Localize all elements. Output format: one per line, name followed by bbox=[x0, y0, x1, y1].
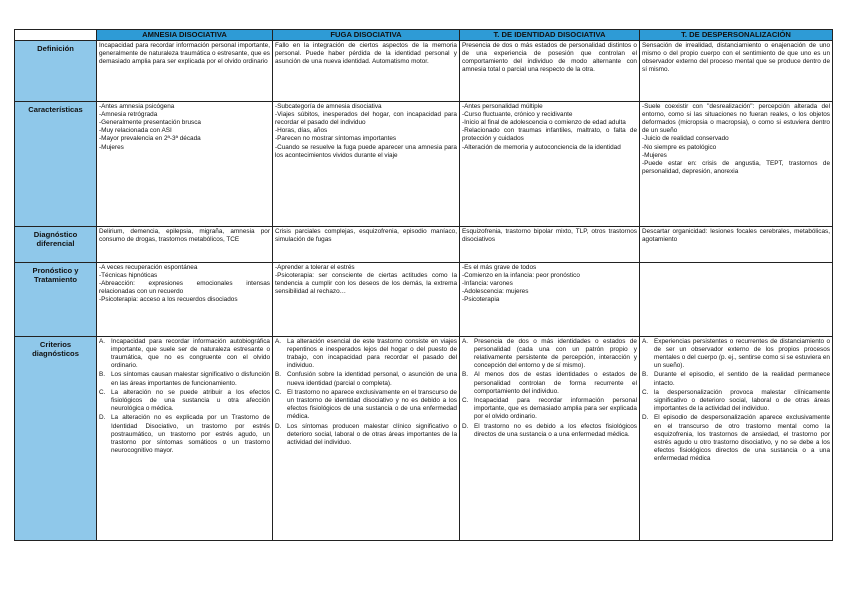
corner-cell bbox=[15, 30, 97, 41]
criteria-item bbox=[462, 423, 637, 439]
cell-definicion-amnesia bbox=[97, 40, 273, 101]
cell-line: -Antes amnesia psicógena bbox=[99, 102, 175, 110]
criteria-text: Confusión sobre la identidad personal, o asunción de una nueva identidad (parcial o completa). bbox=[287, 371, 457, 387]
cell-line: -Es el más grave de todos bbox=[462, 263, 537, 271]
cell-line: -Aprender a tolerar el estrés bbox=[275, 263, 355, 271]
column-header-amnesia: AMNESIA DISOCIATIVA bbox=[97, 30, 273, 41]
cell-criterios-identidad bbox=[460, 336, 640, 540]
criteria-item bbox=[99, 389, 270, 414]
criteria-list bbox=[462, 338, 637, 439]
criteria-marker: D. bbox=[275, 422, 282, 430]
criteria-marker: C. bbox=[99, 388, 106, 396]
row-header-caracteristicas: Características bbox=[15, 101, 97, 226]
criteria-marker: B. bbox=[462, 371, 469, 379]
row-header-pronostico-tratamiento: Pronóstico y Tratamiento bbox=[15, 262, 97, 336]
cell-caracteristicas-amnesia bbox=[97, 101, 273, 226]
cell-line: Presencia de dos o más estados de personalidad distintos o de una experiencia de posesión que controlan el comportamiento del individuo de modo alternante con amnesia total o parcial una respecto de la otra. bbox=[462, 41, 637, 74]
cell-line: -Adolescencia: mujeres bbox=[462, 288, 529, 296]
column-header-despersonalizacion: T. DE DESPERSONALIZACIÓN bbox=[640, 30, 833, 41]
criteria-item bbox=[642, 371, 830, 387]
cell-line: -Mujeres bbox=[99, 143, 124, 151]
cell-line: -Parecen no mostrar síntomas importantes bbox=[275, 135, 397, 143]
row-header-diagnostico-diferencial: Diagnóstico diferencial bbox=[15, 226, 97, 262]
cell-line: -A veces recuperación espontánea bbox=[99, 263, 198, 271]
criteria-marker: A. bbox=[642, 337, 649, 345]
comparison-table-sheet bbox=[14, 29, 833, 541]
cell-line: -Amnesia retrógrada bbox=[99, 110, 158, 118]
cell-definicion-fuga bbox=[273, 40, 460, 101]
row-header-criterios-diagnosticos: Criterios diagnósticos bbox=[15, 336, 97, 540]
cell-line: -Subcategoría de amnesia disociativa bbox=[275, 102, 382, 110]
row-criterios-diagnosticos bbox=[15, 336, 833, 540]
cell-line: -Antes personalidad múltiple bbox=[462, 102, 543, 110]
cell-diagnostico-despersonalizacion bbox=[640, 226, 833, 262]
cell-line: -Inicio al final de adolescencia o comienzo de edad adulta bbox=[462, 119, 626, 127]
cell-line: -Mujeres bbox=[642, 151, 667, 159]
cell-line: -Abreacción: expresiones emocionales intensas relacionadas con un recuerdo bbox=[99, 280, 270, 296]
criteria-item bbox=[275, 371, 457, 387]
cell-line: -Alteración de memoria y autoconciencia de la identidad bbox=[462, 143, 621, 151]
cell-line: -Puede estar en: crisis de angustia, TEPT, trastornos de personalidad, depresión, anorexia bbox=[642, 160, 830, 176]
cell-criterios-despersonalizacion bbox=[640, 336, 833, 540]
cell-pronostico-amnesia bbox=[97, 262, 273, 336]
criteria-text: Al menos dos de estas identidades o estados de personalidad controlan de forma recurrente el comportamiento del individuo. bbox=[474, 371, 637, 395]
criteria-item bbox=[642, 414, 830, 463]
cell-criterios-fuga bbox=[273, 336, 460, 540]
cell-line: -Infancia: varones bbox=[462, 280, 513, 288]
criteria-text: Los síntomas producen malestar clínico significativo o deterioro social, laboral o de otras áreas importantes de la actividad del individuo. bbox=[287, 422, 457, 446]
criteria-item bbox=[99, 371, 270, 387]
criteria-text: Durante el episodio, el sentido de la realidad permanece intacto. bbox=[654, 371, 830, 387]
column-header-fuga: FUGA DISOCIATIVA bbox=[273, 30, 460, 41]
cell-line: -Muy relacionada con ASI bbox=[99, 127, 172, 135]
criteria-text: La alteración no se puede atribuir a los efectos fisiológicos de una sustancia u otra afección neurológica o médica. bbox=[111, 388, 270, 413]
cell-line: -Generalmente presentación brusca bbox=[99, 119, 201, 127]
cell-line: -No siempre es patológico bbox=[642, 143, 717, 151]
cell-diagnostico-fuga bbox=[273, 226, 460, 262]
cell-line: Sensación de irrealidad, distanciamiento o enajenación de uno mismo o del propio cuerpo con el sentimiento de que uno es un observador externo del proceso mental que se produce dentro de sí mismo. bbox=[642, 41, 830, 74]
criteria-marker: D. bbox=[99, 414, 106, 422]
criteria-text: Los síntomas causan malestar significativo o disfunción en las áreas importantes de funcionamiento. bbox=[111, 371, 270, 387]
criteria-marker: A. bbox=[99, 337, 106, 345]
criteria-text: Incapacidad para recordar información personal importante, que es demasiado amplia para ser explicada por el olvido ordinario. bbox=[474, 397, 637, 421]
criteria-item bbox=[462, 371, 637, 396]
row-pronostico-tratamiento bbox=[15, 262, 833, 336]
header-row bbox=[15, 30, 833, 41]
table-body bbox=[15, 40, 833, 540]
criteria-item bbox=[642, 338, 830, 371]
criteria-item bbox=[275, 338, 457, 371]
criteria-text: Incapacidad para recordar información autobiográfica importante, que suele ser de naturaleza estresante o traumática, que no es congruente con el olvido ordinario. bbox=[111, 337, 270, 370]
cell-line: -Psicoterapia: ser consciente de ciertas actitudes como la tendencia a cumplir con los deseos de los demás, la extrema sensibilidad al rechazo… bbox=[275, 271, 457, 296]
criteria-marker: B. bbox=[642, 371, 649, 379]
cell-line: -Horas, días, años bbox=[275, 127, 328, 135]
cell-caracteristicas-fuga bbox=[273, 101, 460, 226]
criteria-item bbox=[99, 414, 270, 455]
criteria-marker: A. bbox=[275, 337, 282, 345]
column-header-identidad: T. DE IDENTIDAD DISOCIATIVA bbox=[460, 30, 640, 41]
cell-line: Descartar organicidad: lesiones focales cerebrales, metabólicas, agotamiento bbox=[642, 227, 830, 243]
cell-line: -Relacionado con traumas infantiles, maltrato, o falta de protección y cuidados bbox=[462, 127, 637, 143]
cell-line: -Curso fluctuante, crónico y recidivante bbox=[462, 110, 573, 118]
criteria-list bbox=[275, 338, 457, 447]
cell-caracteristicas-despersonalizacion bbox=[640, 101, 833, 226]
criteria-text: La alteración esencial de este trastorno consiste en viajes repentinos e inesperados lejos del hogar o del puesto de trabajo, con incapacidad para recordar el pasado del individuo. bbox=[287, 337, 457, 370]
criteria-item bbox=[99, 338, 270, 371]
cell-line: -Comienzo en la infancia: peor pronóstico bbox=[462, 271, 580, 279]
cell-definicion-identidad bbox=[460, 40, 640, 101]
criteria-list bbox=[642, 338, 830, 464]
cell-line: -Cuando se resuelve la fuga puede aparecer una amnesia para los acontecimientos vividos durante el viaje bbox=[275, 143, 457, 159]
cell-definicion-despersonalizacion bbox=[640, 40, 833, 101]
cell-diagnostico-identidad bbox=[460, 226, 640, 262]
cell-line: -Mayor prevalencia en 2ª-3ª década bbox=[99, 135, 201, 143]
cell-diagnostico-amnesia bbox=[97, 226, 273, 262]
criteria-item bbox=[462, 397, 637, 422]
row-diagnostico-diferencial bbox=[15, 226, 833, 262]
cell-line: -Psicoterapia bbox=[462, 296, 500, 304]
cell-pronostico-identidad bbox=[460, 262, 640, 336]
criteria-text: El trastorno no es debido a los efectos fisiológicos directos de una sustancia o a una enfermedad médica. bbox=[474, 422, 637, 438]
criteria-marker: C. bbox=[462, 397, 469, 405]
criteria-item bbox=[642, 389, 830, 414]
cell-line: Crisis parciales complejas, esquizofrenia, episodio maníaco, simulación de fugas bbox=[275, 227, 457, 243]
row-definicion bbox=[15, 40, 833, 101]
cell-line: -Psicoterapia: acceso a los recuerdos disociados bbox=[99, 296, 238, 304]
criteria-list bbox=[99, 338, 270, 456]
cell-line: Fallo en la integración de ciertos aspectos de la memoria personal. Puede haber pérdida de la identidad personal y asunción de una nueva identidad. Automatismo motor. bbox=[275, 41, 457, 66]
criteria-text: Presencia de dos o más identidades o estados de personalidad (cada una con un patrón propio y relativamente persistente de percepción, interacción y concepción del entorno y de sí mismo). bbox=[474, 337, 637, 370]
criteria-marker: C. bbox=[275, 388, 282, 396]
cell-line: Incapacidad para recordar información personal importante, generalmente de naturaleza traumática o estresante, que es demasiado amplia para ser explicada por el olvido ordinario bbox=[99, 41, 270, 66]
criteria-marker: D. bbox=[462, 422, 469, 430]
criteria-marker: D. bbox=[642, 414, 649, 422]
cell-caracteristicas-identidad bbox=[460, 101, 640, 226]
criteria-text: La alteración no es explicada por un Trastorno de Identidad Disociativo, un trastorno por estrés postraumático, un trastorno por estrés agudo, un trastorno por síntomas somáticos o un trastorno neurocognitivo mayor. bbox=[111, 414, 270, 455]
cell-line: -Juicio de realidad conservado bbox=[642, 135, 729, 143]
comparison-table bbox=[14, 29, 833, 541]
criteria-item bbox=[275, 423, 457, 448]
criteria-marker: A. bbox=[462, 337, 469, 345]
criteria-item bbox=[462, 338, 637, 371]
cell-pronostico-fuga bbox=[273, 262, 460, 336]
criteria-text: El trastorno no aparece exclusivamente en el transcurso de un trastorno de identidad disociativo y no es debido a los efectos fisiológicos de una sustancia o de una enfermedad médica. bbox=[287, 388, 457, 421]
row-caracteristicas bbox=[15, 101, 833, 226]
criteria-text: la despersonalización provoca malestar clínicamente significativo o deterioro social, laboral o de otras áreas importantes de la actividad del individuo. bbox=[654, 388, 830, 413]
cell-pronostico-despersonalizacion bbox=[640, 262, 833, 336]
cell-line: Delirium, demencia, epilepsia, migraña, amnesia por consumo de drogas, trastornos metabólicos, TCE bbox=[99, 227, 270, 243]
cell-line: -Técnicas hipnóticas bbox=[99, 271, 158, 279]
cell-line: Esquizofrenia, trastorno bipolar mixto, TLP, otros trastornos disociativos bbox=[462, 227, 637, 243]
cell-line: -Viajes súbitos, inesperados del hogar, con incapacidad para recordar el pasado del individuo bbox=[275, 110, 457, 127]
criteria-text: Experiencias persistentes o recurrentes de distanciamiento o de ser un observador externo de los propios procesos mentales o del cuerpo (p. ej., sentirse como si se estuviera en un sueño). bbox=[654, 337, 830, 370]
criteria-marker: B. bbox=[275, 371, 282, 379]
row-header-definicion: Definición bbox=[15, 40, 97, 101]
criteria-item bbox=[275, 389, 457, 422]
criteria-marker: B. bbox=[99, 371, 106, 379]
cell-criterios-amnesia bbox=[97, 336, 273, 540]
criteria-text: El episodio de despersonalización aparece exclusivamente en el transcurso de otro trastorno mental como la esquizofrenia, los trastornos de ansiedad, el trastorno por estrés agudo u otro trastorno disociativo, y no se debe a los efectos fisiológicos directos de una sustancia o a una enfermedad médica bbox=[654, 414, 830, 463]
cell-line: -Suele coexistir con "desrealización": percepción alterada del entorno, como si las situaciones no fueran reales, o los objetos deformados (micropsia o macropsia), o como si estuviera dentro de un sueño bbox=[642, 102, 830, 135]
criteria-marker: C. bbox=[642, 388, 649, 396]
